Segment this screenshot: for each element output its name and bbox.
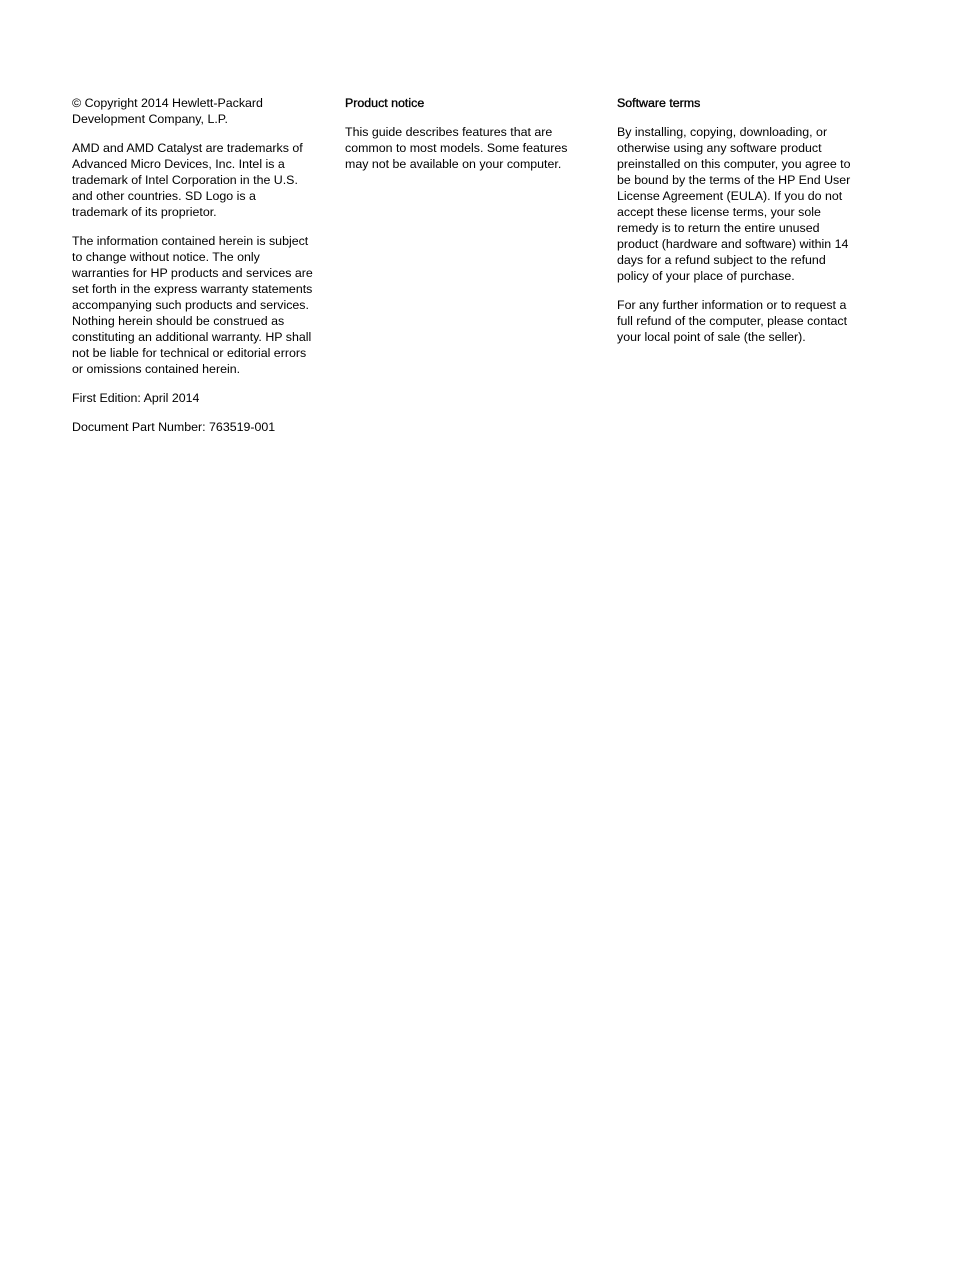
software-terms-body: By installing, copying, downloading, or otherwise using any software product preinstalled on this computer, you agree to be bound by the terms of the HP End User License Agreement (EULA). If you do not accept these license terms, your sole remedy is to return the entire unused product (hardware and software) within 14 days for a refund subject to the refund policy of your place of purchase. [617,125,851,283]
product-notice-body: This guide describes features that are common to most models. Some features may not be available on your computer. [345,125,568,171]
copyright-notice: © Copyright 2014 Hewlett-Packard Development Company, L.P. [72,96,263,126]
software-terms-column [617,95,867,358]
legal-column [72,95,327,448]
edition-line: First Edition: April 2014 [72,391,200,405]
trademarks-notice: AMD and AMD Catalyst are trademarks of Advanced Micro Devices, Inc. Intel is a trademark of Intel Corporation in the U.S. and other countries. SD Logo is a trademark of its proprietor. [72,141,303,219]
part-number-line: Document Part Number: 763519-001 [72,420,276,434]
refund-info-body: For any further information or to request a full refund of the computer, please contact your local point of sale (the seller). [617,298,848,344]
product-notice-heading: Product notice [345,96,425,110]
product-notice-column [345,95,590,185]
software-terms-heading: Software terms [617,96,701,110]
disclaimer-notice: The information contained herein is subject to change without notice. The only warranties for HP products and services are set forth in the express warranty statements accompanying such products and services. Nothing herein should be construed as constituting an additional warranty. HP shall not be liable for technical or editorial errors or omissions contained herein. [72,234,313,376]
